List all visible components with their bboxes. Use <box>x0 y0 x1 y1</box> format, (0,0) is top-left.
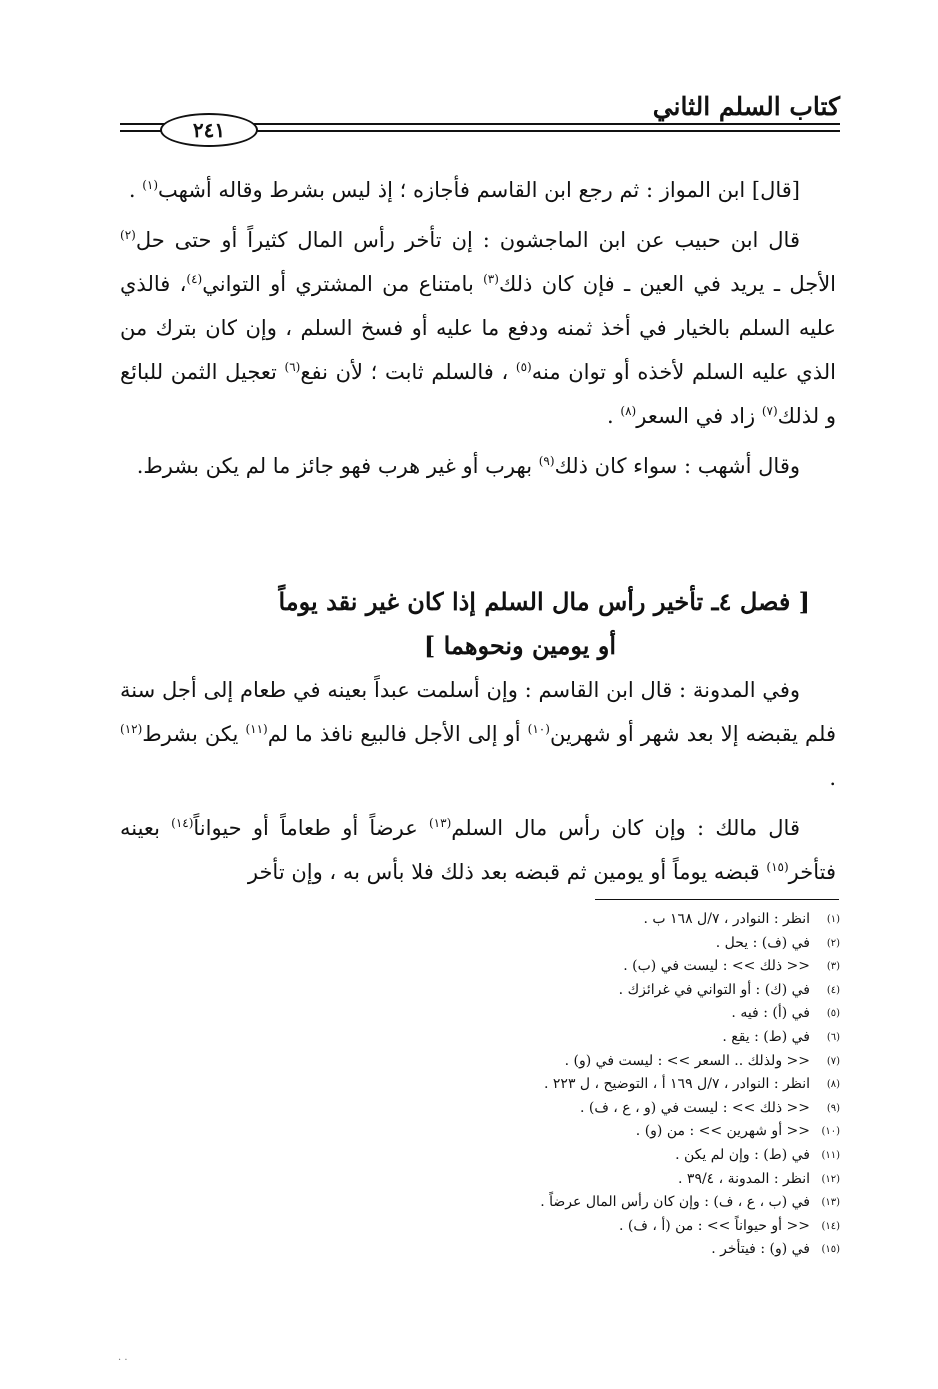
page-number-text: ٢٤١ <box>192 118 226 142</box>
footnote-marker: (٧) <box>761 404 778 418</box>
footnote-marker: (٥) <box>515 360 532 374</box>
text-run: . <box>829 766 836 790</box>
footnote-marker: (١١) <box>245 722 268 736</box>
text-run: قبضه يوماً أو يومين ثم قبضه بعد ذلك فلا بأس به ، وإن تأخر <box>247 860 767 884</box>
footnote <box>380 908 840 932</box>
footnote-number: (١٢) <box>821 1173 840 1185</box>
footnote-text: << أو شهرين >> : من (و) . <box>635 1123 810 1140</box>
footnote-number: (١٥) <box>821 1244 840 1256</box>
text-run: عرضاً أو طعاماً أو حيواناً <box>193 816 429 840</box>
footnote-number: (٦) <box>826 1031 840 1043</box>
footnote-number: (١٣) <box>821 1197 840 1209</box>
scan-specks: · · <box>118 1355 128 1366</box>
footnote-marker: (١٠) <box>527 722 550 736</box>
text-run: بعينه فتأخر <box>120 816 836 884</box>
section-heading-line2: أو يومين ونحوهما ] <box>423 631 617 660</box>
footnote-text: في (ط) : وإن لم يكن . <box>675 1146 810 1163</box>
footnote-number: (٨) <box>826 1079 840 1091</box>
footnote-number: (١٠) <box>821 1126 840 1138</box>
text-run: بامتناع من المشتري أو التواني <box>202 272 484 296</box>
footnote-marker: (٦) <box>284 360 301 374</box>
footnote-text: انظر : النوادر ، ٧/ل ١٦٨ ب . <box>643 911 810 927</box>
text-run: بهرب أو غير هرب فهو جائز ما لم يكن بشرط. <box>136 454 539 478</box>
paragraph <box>120 444 836 488</box>
footnote-number: (٢) <box>826 937 840 949</box>
footnote-number: (٩) <box>826 1102 840 1114</box>
text-run: وقال أشهب : سواء كان ذلك <box>554 454 800 478</box>
footnote <box>380 1191 840 1215</box>
footnote <box>380 1097 840 1121</box>
paragraph <box>120 218 836 438</box>
footnote-text: << ذلك >> : ليست في (ب) . <box>623 958 810 975</box>
footnote-number: (٧) <box>826 1055 840 1067</box>
footnote <box>380 979 840 1003</box>
footnote-text: << أو حيواناً >> : من (أ ، ف) . <box>619 1217 810 1234</box>
footnote-separator <box>595 899 839 900</box>
footnote-marker: (١٥) <box>766 860 789 874</box>
footnote-marker: (٤) <box>186 272 203 286</box>
footnote-marker: (٨) <box>620 404 637 418</box>
paragraph <box>120 806 836 894</box>
main-text-top <box>120 168 836 494</box>
footnote-marker: (١٤) <box>171 816 194 830</box>
text-run: قال مالك : وإن كان رأس مال السلم <box>451 816 800 840</box>
section-heading <box>150 580 810 668</box>
paragraph <box>120 668 836 800</box>
text-run: زاد في السعر <box>636 404 762 428</box>
footnotes <box>380 908 840 1262</box>
footnote-text: في (و) : فيتأخر . <box>711 1241 810 1258</box>
footnote-text: في (أ) : فيه . <box>731 1005 810 1022</box>
footnote-text: في (ط) : يقع . <box>722 1028 810 1045</box>
footnote-text: في (ف) : يحل . <box>715 934 810 951</box>
footnote <box>380 1073 840 1097</box>
footnote-text: في (ب ، ع ، ف) : وإن كان رأس المال عرضاً . <box>540 1194 810 1211</box>
footnote-number: (٥) <box>826 1008 840 1020</box>
footnote-number: (٤) <box>826 984 840 996</box>
footnote-text: في (ك) : أو التواني في غرائزك . <box>618 981 810 998</box>
text-run: . <box>128 178 143 202</box>
footnote <box>380 932 840 956</box>
footnote-text: << ولذلك .. السعر >> : ليست في (و) . <box>564 1052 810 1069</box>
footnote-text: << ذلك >> : ليست في (و ، ع ، ف) . <box>579 1099 810 1116</box>
text-run: تعجيل الثمن للبائع و لذلك <box>120 360 836 428</box>
footnote-marker: (٩) <box>538 454 555 468</box>
footnote-marker: (١) <box>142 178 159 192</box>
text-run: . <box>607 404 621 428</box>
footnote-marker: (٢) <box>120 228 136 242</box>
footnote <box>380 1026 840 1050</box>
text-run: ، فالسلم ثابت ؛ لأن نفع <box>300 360 516 384</box>
footnote-text: انظر : المدونة ، ٣٩/٤ . <box>678 1170 810 1187</box>
text-run: ، فالذي عليه السلم بالخيار في أخذ ثمنه ودفع ما عليه أو فسخ السلم ، وإن كان بترك من الذي عليه السلم لأخذه أو توان منه <box>120 272 836 384</box>
footnote-number: (١) <box>826 914 840 925</box>
page-number <box>160 113 258 147</box>
footnote-marker: (١٣) <box>428 816 452 830</box>
footnote <box>380 1168 840 1192</box>
text-run: [قال] ابن المواز : ثم رجع ابن القاسم فأجازه ؛ إذ ليس بشرط وقاله أشهب <box>158 178 800 202</box>
footnote <box>380 1120 840 1144</box>
footnote <box>380 1002 840 1026</box>
footnote-number: (١٤) <box>821 1220 840 1232</box>
main-text-bottom <box>120 668 836 900</box>
footnote <box>380 955 840 979</box>
book-title: كتاب السلم الثاني <box>652 92 840 121</box>
footnote <box>380 1238 840 1262</box>
footnote <box>380 1050 840 1074</box>
text-run: يكن بشرط <box>142 722 246 746</box>
footnote-marker: (١٢) <box>120 722 143 736</box>
text-run: وفي المدونة : قال ابن القاسم : وإن أسلمت عبداً بعينه في طعام إلى أجل سنة فلم يقبضه إلا بعد شهر أو شهرين <box>120 678 836 746</box>
section-heading-line1: [ فصل ٤ـ تأخير رأس مال السلم إذا كان غير نقد يوماً <box>278 587 810 616</box>
footnote <box>380 1215 840 1239</box>
footnote-marker: (٣) <box>483 272 499 286</box>
footnote-number: (٣) <box>826 961 840 973</box>
text-run: أو إلى الأجل فالبيع نافذ ما لم <box>267 722 528 746</box>
footnote <box>380 1144 840 1168</box>
footnote-number: (١١) <box>821 1149 840 1161</box>
paragraph <box>120 168 836 212</box>
text-run: الأجل ـ يريد في العين ـ فإن كان ذلك <box>498 272 837 296</box>
text-run: قال ابن حبيب عن ابن الماجشون : إن تأخر رأس المال كثيراً أو حتى حل <box>135 228 800 252</box>
footnote-text: انظر : النوادر ، ٧/ل ١٦٩ أ ، التوضيح ، ل ٢٢٣ . <box>544 1076 810 1093</box>
